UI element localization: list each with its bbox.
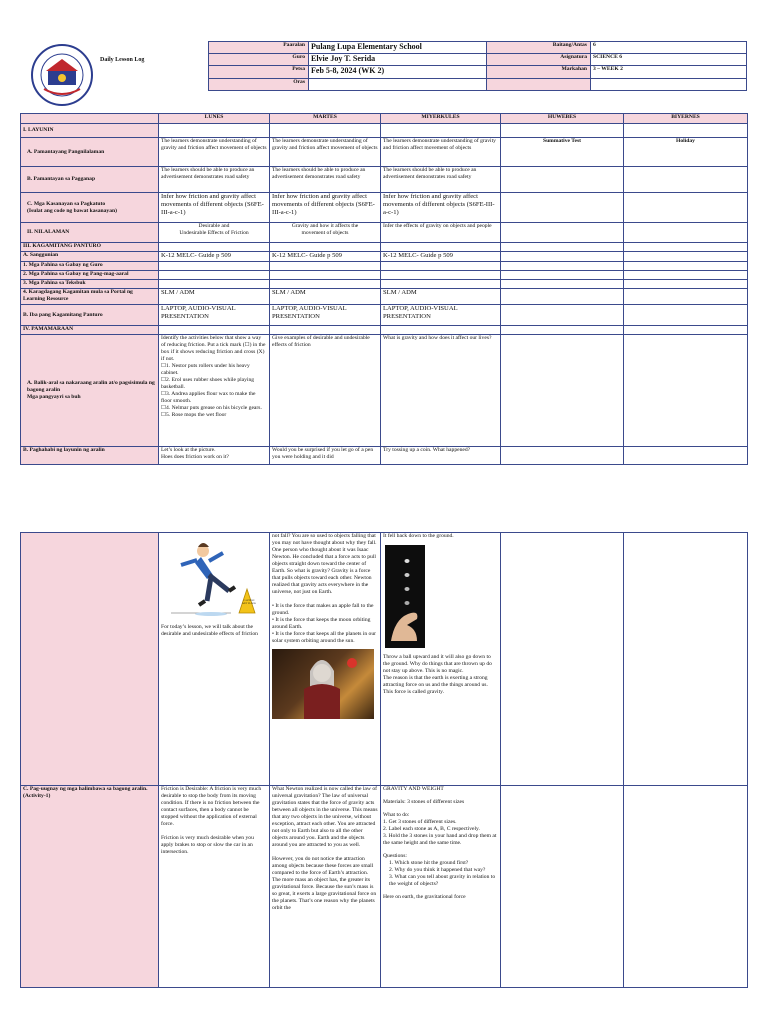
a-lunes: The learners demonstrate understanding of gravity and friction affect movement of objects — [159, 138, 270, 167]
miyer-top-text: It fell back down to the ground. — [383, 533, 454, 539]
b-miyerkules: The learners should be able to produce an advertisement demonstrates road safety — [381, 167, 501, 193]
question-1: 1. Which stone hit the ground first? — [389, 860, 469, 866]
ib-martes: LAPTOP, AUDIO-VISUAL PRESENTATION — [270, 305, 381, 326]
newton-portrait-image — [272, 649, 374, 719]
row-label-gabay-mag-aaral: 2. Mga Pahina sa Gabay ng Pang-mag-aaral — [21, 271, 159, 280]
c-lunes: Infer how friction and gravity affect movements of different objects (S6FE-III-a-c-1) — [159, 193, 270, 223]
balik-miyerkules: What is gravity and how does it affect our lives? — [381, 335, 501, 447]
row-label-pamantayang: A. Pamantayang Pangnilalaman — [21, 138, 159, 167]
row-label-gabay-guro: 1. Mga Pahina sa Gabay ng Guro — [21, 262, 159, 271]
row-label-paghahabi: B. Paghahabi ng layunin ng aralin — [21, 447, 159, 465]
row-label-pag-uugnay: C. Pag-uugnay ng mga halimbawa sa bagong aralin. (Activity-1) — [21, 786, 159, 988]
baitang-label: Baitang/Antas — [487, 42, 591, 54]
b-martes: The learners should be able to produce an advertisement demonstrates road safety — [270, 167, 381, 193]
row-label-nilalaman: II. NILALAMAN — [21, 223, 159, 243]
question-3: 3. What can you tell about gravity in relation to the weight of objects? — [389, 874, 496, 887]
gravity-weight-title: GRAVITY AND WEIGHT — [383, 786, 444, 792]
doc-title: Daily Lesson Log — [100, 57, 145, 63]
day-lunes: LUNES — [159, 114, 270, 124]
day-miyerkules: MIYERKULES — [381, 114, 501, 124]
miyer-mid-text: Throw a ball upward and it will also go down to the ground. Why do things that are thrown up do not stay up above. This is no magic. The reason is that the earth is exerting a strong attracting force on us and the things around us. This force is called gravity. — [383, 654, 492, 695]
lunes-caption: For today’s lesson, we will talk about the desirable and undesirable effects of friction — [161, 624, 258, 637]
row-label-iba-pang-kagamitan: B. Iba pang Kagamitang Panturo — [21, 305, 159, 326]
deped-logo — [30, 43, 94, 107]
what-to-do-text: What to do: 1. Get 3 stones of different sizes. 2. Label each stone as A, B, C respectively. 3. Hold the 3 stones in your hand and drop them at the same height and the same time. — [383, 812, 497, 846]
c-miyerkules-cell — [381, 786, 501, 988]
pagh-miyerkules: Try tossing up a coin. What happened? — [381, 447, 501, 465]
portal-martes: SLM / ADM — [270, 289, 381, 305]
row-label-balik-aral: A. Balik-aral sa nakaraang aralin at/o pagsisimula ng bagong aralin Mga pangyayri sa buh — [21, 335, 159, 447]
portal-miyerkules: SLM / ADM — [381, 289, 501, 305]
c-miyerkules: Infer how friction and gravity affect movements of different objects (S6FE-III-a-c-1) — [381, 193, 501, 223]
nil-lunes: Desirable and Undesirable Effects of Friction — [159, 223, 270, 243]
materials-text: Materials: 3 stones of different sizes — [383, 799, 465, 805]
row-label-pagganap: B. Pamantayan sa Pagganap — [21, 167, 159, 193]
header-empty-cell — [591, 79, 747, 91]
a-huwebes: Summative Test — [501, 138, 624, 167]
row-label-portal: 4. Karagdagang Kagamitan mula sa Portal ng Learning Resource — [21, 289, 159, 305]
petsa-label: Petsa — [209, 66, 309, 79]
pagh-martes: Would you be surprised if you let go of a pen you were holding and it did — [270, 447, 381, 465]
corner-cell — [21, 114, 159, 124]
header-right — [486, 41, 747, 91]
p2-martes-cell — [270, 533, 381, 786]
markahan-label: Markahan — [487, 66, 591, 79]
continued-label-cell — [21, 533, 159, 786]
nil-martes: Gravity and how it affects the movement of objects — [270, 223, 381, 243]
question-2: 2. Why do you think it happened that way? — [389, 867, 486, 873]
a-biyernes: Holiday — [624, 138, 748, 167]
a-martes: The learners demonstrate understanding of gravity and friction affect movement of objects — [270, 138, 381, 167]
row-label-kasanayan: C. Mga Kasanayan sa Pagkatuto (Isulat ang code ng bawat kasanayan) — [21, 193, 159, 223]
portal-lunes: SLM / ADM — [159, 289, 270, 305]
sang-lunes: K-12 MELC- Guide p 509 — [159, 252, 270, 262]
pagh-lunes: Let’s look at the picture. Hoes does friction work on it? — [159, 447, 270, 465]
header-left — [208, 41, 487, 91]
lesson-table-continued — [20, 532, 748, 988]
p2-lunes-cell — [159, 533, 270, 786]
asignatura-value: SCIENCE 6 — [591, 54, 747, 66]
oras-value — [309, 79, 487, 91]
section-kagamitan: III. KAGAMITANG PANTURO — [21, 243, 159, 252]
section-pamamaraan: IV. PAMAMARAAN — [21, 326, 159, 335]
caution-sign-text: CAUTION WET FLOOR — [242, 599, 256, 605]
guro-value: Elvie Joy T. Serida — [309, 54, 487, 66]
row-label-teksbuk: 3. Mga Pahina sa Teksbuk — [21, 280, 159, 289]
day-biyernes: BIYERNES — [624, 114, 748, 124]
header-empty-cell — [487, 79, 591, 91]
guro-label: Guro — [209, 54, 309, 66]
ib-lunes: LAPTOP, AUDIO-VISUAL PRESENTATION — [159, 305, 270, 326]
asignatura-label: Asignatura — [487, 54, 591, 66]
slipping-man-illustration — [161, 535, 267, 620]
a-miyerkules: The learners demonstrate understanding of gravity and friction affect movement of objects — [381, 138, 501, 167]
p2-miyerkules-cell — [381, 533, 501, 786]
paaralan-value: Pulang Lupa Elementary School — [309, 42, 487, 54]
ib-miyerkules: LAPTOP, AUDIO-VISUAL PRESENTATION — [381, 305, 501, 326]
lesson-table — [20, 113, 748, 465]
miyer-end-text: Here on earth, the gravitational force — [383, 894, 466, 900]
martes-gravity-text: not fall? You are so used to objects falling that you may not have thought about why they fall. One person who thought about it was Isaac Newton. He concluded that a force acts to pull objects straight down toward the center of Earth. So what is gravity? Gravity is a force that pulls objects toward each other. Newton realized that gravity acts everywhere in the universe, not just on Earth. • It is the force that makes an apple fall to the ground. • It is the force that keeps the moon orbiting around Earth. • It is the force that keeps all the planets in our solar system orbiting around the sun. — [272, 533, 377, 644]
day-huwebes: HUWEBES — [501, 114, 624, 124]
balik-martes: Give examples of desirable and undesirable effects of friction — [270, 335, 381, 447]
b-lunes: The learners should be able to produce an advertisement demonstrates road safety — [159, 167, 270, 193]
section-layunin: I. LAYUNIN — [21, 124, 159, 138]
c-lunes-text: Friction is Desirable: A friction is very much desirable to stop the body from its moving condition. If there is no friction between the contact surfaces, then a body cannot be stopped without the application of external force. Friction is very much desirable when you apply brakes to stop or slow the car in an intersection. — [159, 786, 270, 988]
markahan-value: 3 – WEEK 2 — [591, 66, 747, 79]
sang-miyerkules: K-12 MELC- Guide p 509 — [381, 252, 501, 262]
row-label-sanggunian: A. Sanggunian — [21, 252, 159, 262]
petsa-value: Feb 5-8, 2024 (WK 2) — [309, 66, 487, 79]
c-martes: Infer how friction and gravity affect movements of different objects (S6FE-III-a-c-1) — [270, 193, 381, 223]
c-martes-text: What Newton realized is now called the law of universal gravitation? The law of universal gravitation states that the force of gravity acts between all objects in the universe. This means that any two objects in the universe, without exception, attract each other. You are attracted not only to Earth but also to all the other objects around you. Earth and the objects around you are attracted to you as well. However, you do not notice the attraction among objects because these forces are small compared to the force of Earth’s attraction. The more mass an object has, the greater its gravitational force. Because the sun’s mass is so great, it exerts a large gravitational force on the planets. That’s one reason why the planets orbit the — [270, 786, 381, 988]
coin-toss-image — [385, 545, 425, 648]
balik-lunes: Identify the activities below that show a way of reducing friction. Put a tick mark (☐) in the box if it shows reducing friction and cross (X) if not. ☐1. Nestor puts rollers under his heavy cabinet. ☐2. Erol uses rubber shoes while playing basketball. ☐3. Andrea applies flour wax to make the floor smooth. ☐4. Nelmar puts grease on his bicycle gears. ☐5. Rose mops the wet floor — [159, 335, 270, 447]
oras-label: Oras — [209, 79, 309, 91]
sang-martes: K-12 MELC- Guide p 509 — [270, 252, 381, 262]
paaralan-label: Paaralan — [209, 42, 309, 54]
questions-label: Questions: — [383, 853, 407, 859]
day-martes: MARTES — [270, 114, 381, 124]
baitang-value: 6 — [591, 42, 747, 54]
nil-miyerkules: Infer the effects of gravity on objects and people — [381, 223, 501, 243]
